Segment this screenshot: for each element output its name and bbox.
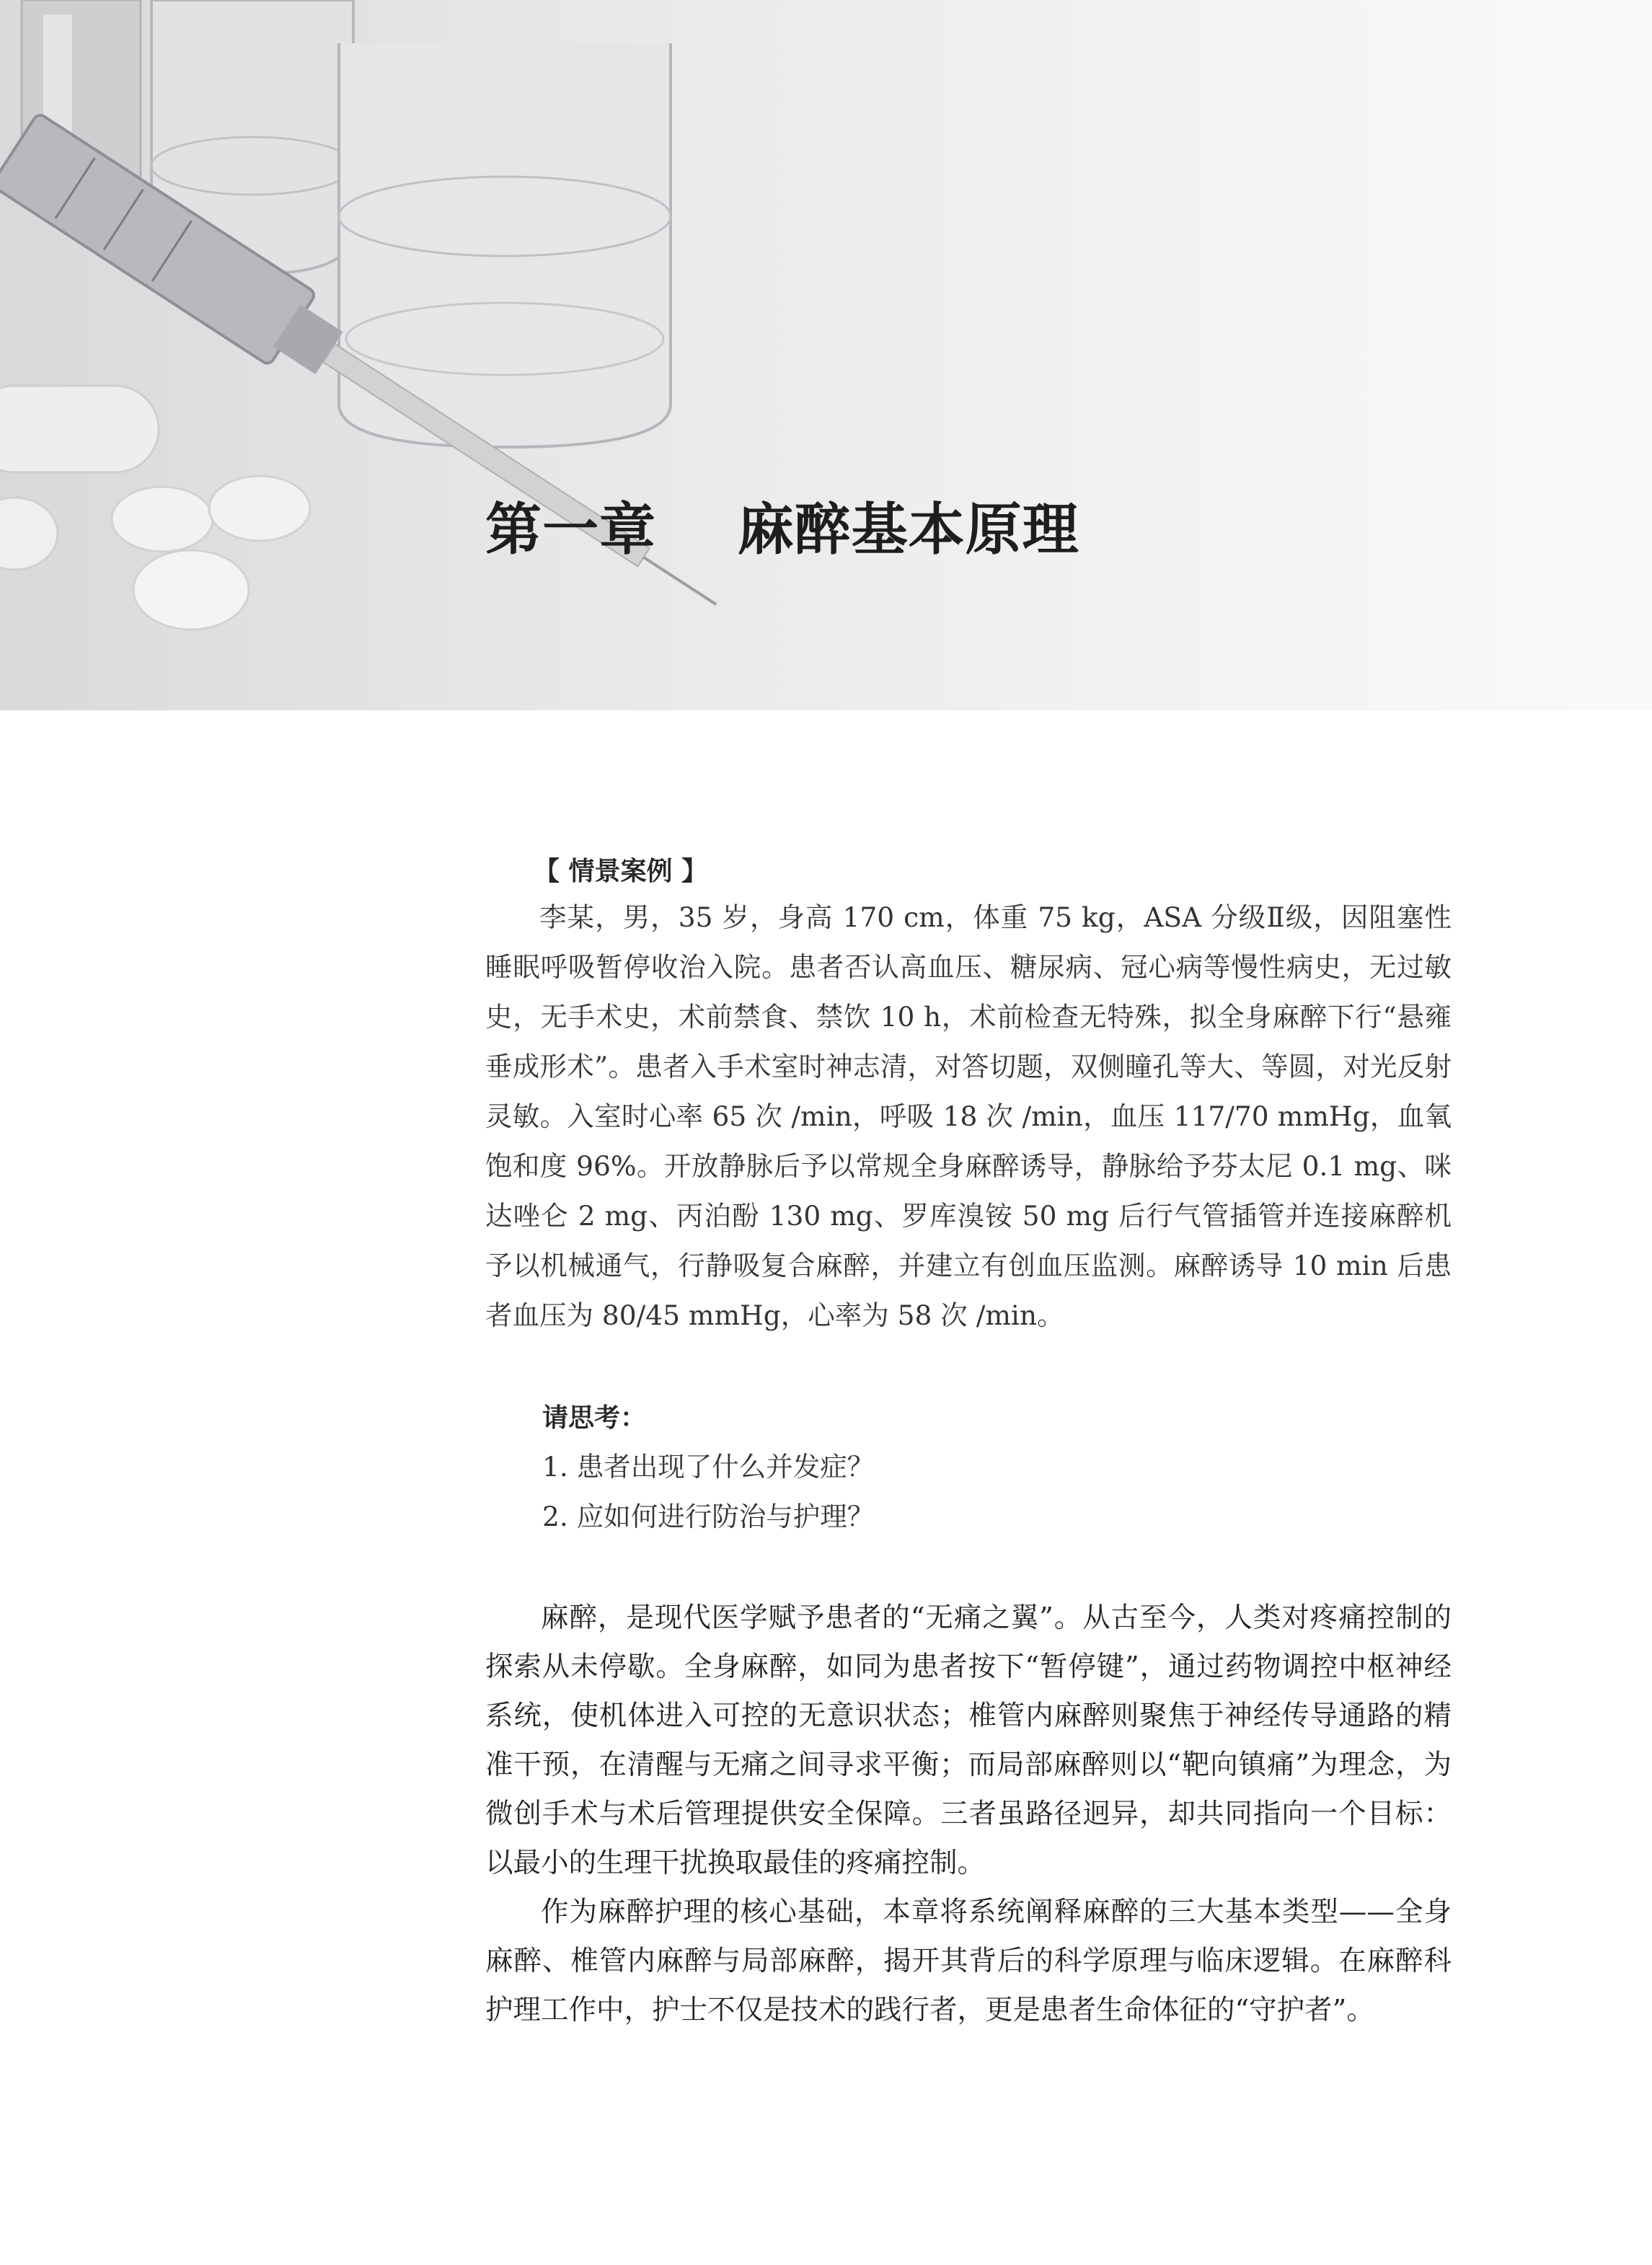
chapter-banner [0, 0, 1652, 710]
think-section-label: 请思考： [542, 1403, 647, 1433]
case-section-label: 【 情景案例 】 [534, 857, 708, 886]
chapter-title: 第一章 麻醉基本原理 [485, 498, 1079, 562]
body-paragraph: 麻醉，是现代医学赋予患者的“无痛之翼”。从古至今，人类对疼痛控制的探索从未停歇。全身麻醉，如同为患者按下“暂停键”，通过药物调控中枢神经系统，使机体进入可控的无意识状态；椎管内麻醉则聚焦于神经传导通路的精准干预，在清醒与无痛之间寻求平衡；而局部麻醉则以“靶向镇痛”为理念，为微创手术与术后管理提供安全保障。三者虽路径迥异，却共同指向一个目标：以最小的生理干扰换取最佳的疼痛控制。 [485, 1602, 1452, 1879]
body-paragraph: 作为麻醉护理的核心基础，本章将系统阐释麻醉的三大基本类型——全身麻醉、椎管内麻醉与局部麻醉，揭开其背后的科学原理与临床逻辑。在麻醉科护理工作中，护士不仅是技术的践行者，更是患者生命体征的“守护者”。 [485, 1896, 1452, 2026]
case-description: 李某，男，35 岁，身高 170 cm，体重 75 kg，ASA 分级Ⅱ级，因阻塞性睡眠呼吸暂停收治入院。患者否认高血压、糖尿病、冠心病等慢性病史，无过敏史，无手术史，术前禁食、禁饮 10 h，术前检查无特殊，拟全身麻醉下行“悬雍垂成形术”。患者入手术室时神志清，对答切题，双侧瞳孔等大、等圆，对光反射灵敏。入室时心率 65 次 /min，呼吸 18 次 /min，血压 117/70 mmHg，血氧饱和度 96%。开放静脉后予以常规全身麻醉诱导，静脉给予芬太尼 0.1 mg、咪达唑仑 2 mg、丙泊酚 130 mg、罗库溴铵 50 mg 后行气管插管并连接麻醉机予以机械通气，行静吸复合麻醉，并建立有创血压监测。麻醉诱导 10 min 后患者血压为 80/45 mmHg，心率为 58 次 /min。 [485, 901, 1452, 1331]
medical-still-life-illustration [0, 0, 1652, 710]
question-item: 1. 患者出现了什么并发症？ [542, 1451, 875, 1483]
question-item: 2. 应如何进行防治与护理？ [542, 1501, 875, 1532]
